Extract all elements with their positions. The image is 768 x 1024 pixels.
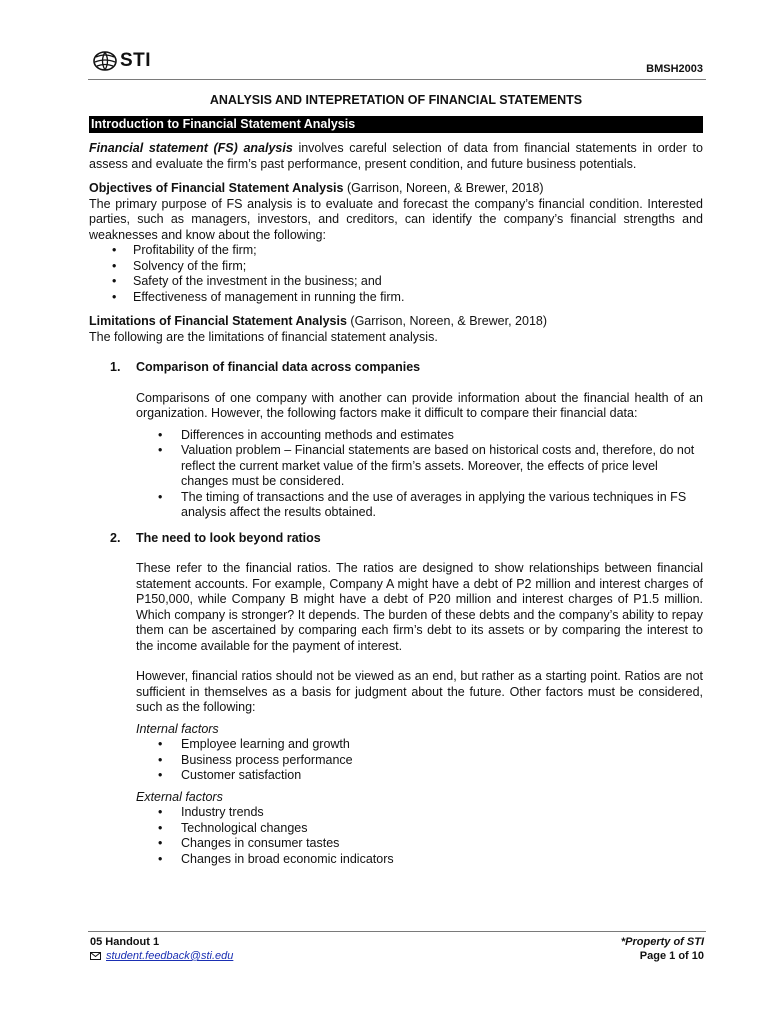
- list-item: • Safety of the investment in the business; and: [89, 274, 703, 290]
- limitations-list: [89, 360, 703, 867]
- list-item: • Industry trends: [136, 805, 703, 821]
- list-item: • Technological changes: [136, 821, 703, 837]
- list-item: • Business process performance: [136, 753, 703, 769]
- list-item: • Changes in broad economic indicators: [136, 852, 703, 868]
- internal-factors-label: Internal factors: [136, 721, 219, 736]
- item-number: 1.: [110, 360, 121, 374]
- feedback-email-link[interactable]: student.feedback@sti.edu: [106, 950, 234, 962]
- list-item: • Effectiveness of management in running the firm.: [89, 290, 703, 306]
- objectives-heading: [89, 181, 703, 197]
- objectives-citation: (Garrison, Noreen, & Brewer, 2018): [343, 181, 544, 195]
- item-paragraph: Comparisons of one company with another can provide information about the financial health of an organization. However, the following factors make it difficult to compare their financial data:: [136, 390, 703, 420]
- comparison-factors-list: [136, 428, 703, 521]
- page-number: Page 1 of 10: [639, 950, 704, 962]
- item-number: 2.: [110, 530, 121, 545]
- intro-paragraph: [89, 141, 703, 172]
- sti-logo: [92, 50, 151, 72]
- list-item: • Changes in consumer tastes: [136, 836, 703, 852]
- limitations-citation: (Garrison, Noreen, & Brewer, 2018): [346, 314, 548, 328]
- limitation-item-1: [89, 360, 703, 521]
- list-item: • Solvency of the firm;: [89, 259, 703, 275]
- external-factors-list: [136, 805, 703, 867]
- objectives-title: Objectives of Financial Statement Analysis: [89, 181, 344, 195]
- intro-definition: involves careful selection of data from financial statements in order to assess and evaluate the firm’s past performance, present condition, and future business potentials.: [89, 141, 703, 171]
- external-factors-label: External factors: [136, 789, 223, 804]
- list-item: • Differences in accounting methods and estimates: [136, 428, 703, 444]
- limitations-heading: [89, 314, 703, 330]
- logo-text: STI: [120, 50, 152, 71]
- list-item: • Customer satisfaction: [136, 768, 703, 784]
- objectives-list: [89, 243, 703, 305]
- header-divider: [88, 79, 706, 80]
- document-body: [89, 93, 703, 867]
- objectives-paragraph: The primary purpose of FS analysis is to evaluate and forecast the company’s financial condition. Interested parties, such as managers, investors, and creditors, can identify the company’s financial strengths and weaknesses and know about the following:: [89, 196, 703, 242]
- intro-term: Financial statement (FS) analysis: [89, 141, 293, 155]
- item-paragraph: These refer to the financial ratios. The ratios are designed to show relationships between financial statement accounts. For example, Company A might have a debt of P2 million and interest charges of P150,000, while Company B might have a debt of P20 million and interest charges of P1.5 million. Which company is stronger? It depends. The burden of these debts and the company’s ability to repay them can be ascertained by comparing each firm’s debt to its assets or by comparing the interest to the income available for the payment of interest.: [136, 561, 703, 653]
- limitations-title: Limitations of Financial Statement Analysis: [89, 314, 347, 328]
- document-code: BMSH2003: [646, 63, 703, 75]
- property-label: *Property of STI: [620, 936, 704, 948]
- list-item: • Employee learning and growth: [136, 737, 703, 753]
- list-item: • Valuation problem – Financial statements are based on historical costs and, therefore, do not reflect the current market value of the firm’s assets. Moreover, the effects of price level changes must be considered.: [136, 443, 703, 490]
- internal-factors-list: [136, 737, 703, 784]
- section-heading-intro: Introduction to Financial Statement Analysis: [89, 116, 703, 134]
- item-paragraph: However, financial ratios should not be viewed as an end, but rather as a starting point. Ratios are not sufficient in themselves as a basis for judgment about the future. Other factors must be considered, such as the following:: [136, 669, 703, 714]
- list-item: • The timing of transactions and the use of averages in applying the various techniques in FS analysis affect the results obtained.: [136, 490, 703, 521]
- limitations-intro: The following are the limitations of financial statement analysis.: [89, 329, 438, 344]
- handout-label: 05 Handout 1: [90, 936, 160, 948]
- globe-icon: [92, 50, 118, 72]
- list-item: • Profitability of the firm;: [89, 243, 703, 259]
- mail-icon: [90, 952, 101, 960]
- footer-divider: [88, 931, 706, 932]
- limitation-item-2: [89, 531, 703, 868]
- item-title: The need to look beyond ratios: [136, 530, 321, 545]
- item-title: Comparison of financial data across companies: [136, 360, 421, 374]
- page-title: ANALYSIS AND INTEPRETATION OF FINANCIAL STATEMENTS: [209, 93, 583, 107]
